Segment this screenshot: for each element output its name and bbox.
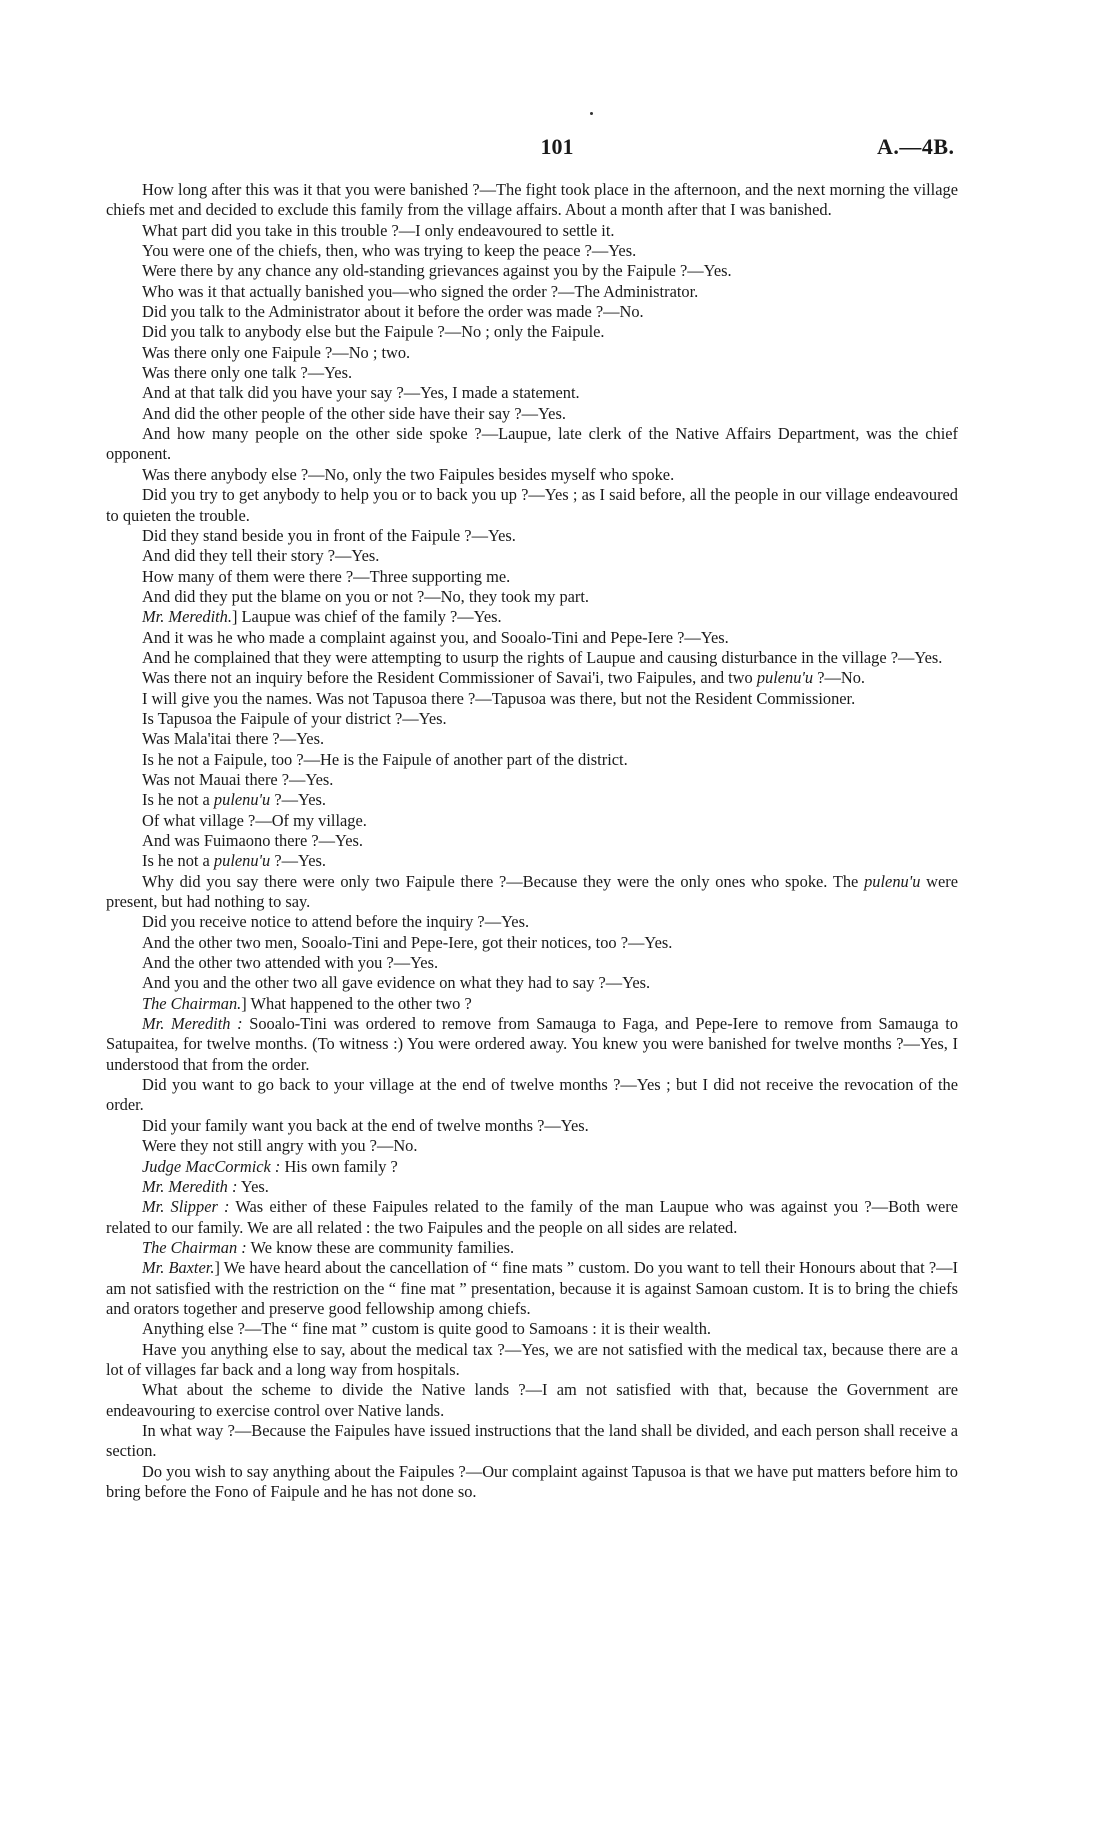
paragraph-text: And you and the other two all gave evidence on what they had to say ?—Yes. bbox=[142, 973, 651, 993]
paragraph-text: Who was it that actually banished you—who signed the order ?—The Administrator. bbox=[142, 281, 699, 301]
paragraph-text: Yes. bbox=[237, 1176, 269, 1196]
paragraph-text: Of what village ?—Of my village. bbox=[142, 810, 367, 830]
italic-text: Mr. Slipper : bbox=[142, 1197, 230, 1217]
transcript-paragraph bbox=[106, 1116, 958, 1136]
paragraph-text: And was Fuimaono there ?—Yes. bbox=[142, 831, 363, 850]
transcript-paragraph bbox=[106, 485, 958, 526]
transcript-paragraph bbox=[106, 912, 958, 932]
paragraph-text: And the other two attended with you ?—Yes. bbox=[142, 953, 439, 973]
paragraph-text: ] We have heard about the cancellation of “ fine mats ” custom. Do you want to tell their Honours about that ?—I am not satisfied with the restriction on the “ fine mat ” presentation, because it is against Samoan custom. It is to bring the chiefs and orators together and preserve good fellowship among chiefs. bbox=[106, 1258, 958, 1318]
paragraph-text: ?—Yes. bbox=[270, 790, 326, 810]
paragraph-text: Why did you say there were only two Faipule there ?—Because they were the only ones who spoke. The bbox=[142, 871, 865, 891]
transcript-body bbox=[106, 180, 958, 1502]
paragraph-text: What about the scheme to divide the Native lands ?—I am not satisfied with that, because the Government are endeavouring to exercise control over Native lands. bbox=[106, 1380, 958, 1420]
paragraph-text: Was Mala'itai there ?—Yes. bbox=[142, 729, 325, 749]
transcript-paragraph bbox=[106, 729, 958, 749]
italic-text: The Chairman : bbox=[142, 1237, 247, 1257]
paragraph-text: Did you try to get anybody to help you or to back you up ?—Yes ; as I said before, all the people in our village endeavoured to quieten the trouble. bbox=[106, 485, 958, 525]
paragraph-text: Do you wish to say anything about the Faipules ?—Our complaint against Tapusoa is that we have put matters before him to bring before the Fono of Faipule and he has not done so. bbox=[106, 1461, 958, 1501]
transcript-paragraph bbox=[106, 1380, 958, 1421]
italic-text: pulenu'u bbox=[213, 790, 271, 810]
transcript-paragraph bbox=[106, 241, 958, 261]
transcript-paragraph bbox=[106, 1319, 958, 1339]
transcript-paragraph bbox=[106, 1197, 958, 1238]
paragraph-text: Is he not a Faipule, too ?—He is the Faipule of another part of the district. bbox=[142, 749, 628, 769]
transcript-paragraph bbox=[106, 282, 958, 302]
transcript-paragraph bbox=[106, 1258, 958, 1319]
transcript-paragraph bbox=[106, 567, 958, 587]
paragraph-text: How long after this was it that you were banished ?—The fight took place in the afternoon, and the next morning the village chiefs met and decided to exclude this family from the village affairs. About a month after that I was banished. bbox=[106, 180, 958, 220]
transcript-paragraph bbox=[106, 1340, 958, 1381]
transcript-paragraph bbox=[106, 689, 958, 709]
paragraph-text: ?—No. bbox=[813, 668, 866, 688]
paragraph-text: Was either of these Faipules related to the family of the man Laupue who was against you ?—Both were related to our family. We are all related : the two Faipules and the people on all sides are related. bbox=[106, 1197, 958, 1237]
paragraph-text: Was there not an inquiry before the Resident Commissioner of Savai'i, two Faipules, and two bbox=[142, 668, 757, 688]
transcript-paragraph bbox=[106, 1014, 958, 1075]
paragraph-text: Did they stand beside you in front of the Faipule ?—Yes. bbox=[142, 525, 516, 545]
paragraph-text: Was not Mauai there ?—Yes. bbox=[142, 769, 334, 789]
transcript-paragraph bbox=[106, 1157, 958, 1177]
transcript-paragraph bbox=[106, 1238, 958, 1258]
italic-text: Mr. Meredith : bbox=[142, 1014, 243, 1034]
transcript-paragraph bbox=[106, 668, 958, 688]
transcript-paragraph bbox=[106, 1421, 958, 1462]
transcript-paragraph bbox=[106, 343, 958, 363]
transcript-paragraph bbox=[106, 587, 958, 607]
paragraph-text: And he complained that they were attempting to usurp the rights of Laupue and causing disturbance in the village ?—Yes. bbox=[142, 647, 943, 667]
transcript-paragraph bbox=[106, 811, 958, 831]
paragraph-text: Did you talk to the Administrator about it before the order was made ?—No. bbox=[142, 302, 644, 322]
transcript-paragraph bbox=[106, 1462, 958, 1503]
paragraph-text: Is Tapusoa the Faipule of your district ?—Yes. bbox=[142, 708, 447, 728]
paragraph-text: And it was he who made a complaint against you, and Sooalo-Tini and Pepe-Iere ?—Yes. bbox=[142, 627, 729, 647]
paragraph-text: And the other two men, Sooalo-Tini and Pepe-Iere, got their notices, too ?—Yes. bbox=[142, 932, 673, 952]
italic-text: Mr. Meredith : bbox=[142, 1176, 238, 1196]
paragraph-text: Sooalo-Tini was ordered to remove from Samauga to Faga, and Pepe-Iere to remove from Samauga to Satupaitea, for twelve months. (To witness :) You were ordered away. You knew you were banished for twelve months ?—Yes, I understood that from the order. bbox=[106, 1014, 959, 1074]
paragraph-text: What part did you take in this trouble ?—I only endeavoured to settle it. bbox=[142, 220, 615, 240]
paragraph-text: Anything else ?—The “ fine mat ” custom is quite good to Samoans : it is their wealth. bbox=[142, 1319, 712, 1339]
paragraph-text: Was there only one talk ?—Yes. bbox=[142, 363, 353, 383]
paragraph-text: Were they not still angry with you ?—No. bbox=[142, 1136, 418, 1156]
transcript-paragraph bbox=[106, 1075, 958, 1116]
paragraph-text: Did your family want you back at the end of twelve months ?—Yes. bbox=[142, 1115, 589, 1135]
paragraph-text: Did you want to go back to your village at the end of twelve months ?—Yes ; but I did not receive the revocation of the order. bbox=[106, 1075, 958, 1115]
transcript-paragraph bbox=[106, 851, 958, 871]
transcript-paragraph bbox=[106, 261, 958, 281]
transcript-paragraph bbox=[106, 221, 958, 241]
italic-text: Judge MacCormick : bbox=[142, 1156, 281, 1176]
paragraph-text: Were there by any chance any old-standing grievances against you by the Faipule ?—Yes. bbox=[142, 261, 732, 281]
paragraph-text: Is he not a bbox=[142, 790, 214, 810]
transcript-paragraph bbox=[106, 831, 958, 851]
transcript-paragraph bbox=[106, 526, 958, 546]
transcript-paragraph bbox=[106, 607, 958, 627]
transcript-paragraph bbox=[106, 973, 958, 993]
transcript-paragraph bbox=[106, 790, 958, 810]
paragraph-text: Was there only one Faipule ?—No ; two. bbox=[142, 342, 411, 362]
transcript-paragraph bbox=[106, 322, 958, 342]
transcript-paragraph bbox=[106, 546, 958, 566]
transcript-paragraph bbox=[106, 424, 958, 465]
paragraph-text: Is he not a bbox=[142, 851, 214, 871]
italic-text: pulenu'u bbox=[864, 871, 921, 891]
paragraph-text: Was there anybody else ?—No, only the two Faipules besides myself who spoke. bbox=[142, 464, 675, 484]
paragraph-text: And did they tell their story ?—Yes. bbox=[142, 546, 380, 566]
transcript-paragraph bbox=[106, 180, 958, 221]
transcript-paragraph bbox=[106, 648, 958, 668]
paragraph-text: ] Laupue was chief of the family ?—Yes. bbox=[231, 607, 502, 627]
document-reference: A.—4B. bbox=[877, 134, 955, 159]
paragraph-text: In what way ?—Because the Faipules have issued instructions that the land shall be divided, and each person shall receive a section. bbox=[106, 1420, 958, 1461]
paragraph-text: ] What happened to the other two ? bbox=[241, 993, 472, 1013]
paragraph-text: were present, but had nothing to say. bbox=[106, 871, 959, 912]
italic-text: The Chairman. bbox=[142, 993, 242, 1013]
transcript-paragraph bbox=[106, 465, 958, 485]
paragraph-text: Have you anything else to say, about the medical tax ?—Yes, we are not satisfied with the medical tax, because there are a lot of villages far back and a long way from hospitals. bbox=[106, 1339, 958, 1379]
transcript-paragraph bbox=[106, 953, 958, 973]
italic-text: Mr. Baxter. bbox=[142, 1258, 215, 1278]
transcript-paragraph bbox=[106, 404, 958, 424]
page-number: 101 bbox=[540, 134, 574, 159]
transcript-paragraph bbox=[106, 363, 958, 383]
transcript-paragraph bbox=[106, 1177, 958, 1197]
paragraph-text: How many of them were there ?—Three supporting me. bbox=[142, 566, 511, 586]
transcript-paragraph bbox=[106, 383, 958, 403]
paragraph-text: And did the other people of the other side have their say ?—Yes. bbox=[142, 403, 566, 423]
italic-text: pulenu'u bbox=[756, 668, 814, 688]
transcript-paragraph bbox=[106, 994, 958, 1014]
paragraph-text: And did they put the blame on you or not ?—No, they took my part. bbox=[142, 586, 590, 606]
paragraph-text: You were one of the chiefs, then, who was trying to keep the peace ?—Yes. bbox=[142, 241, 637, 261]
transcript-paragraph bbox=[106, 750, 958, 770]
transcript-paragraph bbox=[106, 770, 958, 790]
paragraph-text: Did you talk to anybody else but the Faipule ?—No ; only the Faipule. bbox=[142, 322, 605, 342]
transcript-paragraph bbox=[106, 1136, 958, 1156]
italic-text: pulenu'u bbox=[213, 851, 271, 871]
paragraph-text: And how many people on the other side spoke ?—Laupue, late clerk of the Native Affairs Department, was the chief opponent. bbox=[106, 424, 958, 464]
paragraph-text: ?—Yes. bbox=[270, 851, 326, 871]
transcript-paragraph bbox=[106, 709, 958, 729]
paragraph-text: Did you receive notice to attend before the inquiry ?—Yes. bbox=[142, 912, 530, 932]
transcript-paragraph bbox=[106, 872, 958, 913]
italic-text: Mr. Meredith. bbox=[142, 607, 232, 627]
paragraph-text: His own family ? bbox=[280, 1156, 398, 1176]
transcript-paragraph bbox=[106, 302, 958, 322]
paragraph-text: And at that talk did you have your say ?—Yes, I made a statement. bbox=[142, 383, 580, 403]
transcript-paragraph bbox=[106, 628, 958, 648]
paragraph-text: We know these are community families. bbox=[246, 1237, 515, 1257]
paragraph-text: I will give you the names. Was not Tapusoa there ?—Tapusoa was there, but not the Resident Commissioner. bbox=[142, 688, 856, 708]
transcript-paragraph bbox=[106, 933, 958, 953]
margin-dot bbox=[590, 112, 593, 115]
